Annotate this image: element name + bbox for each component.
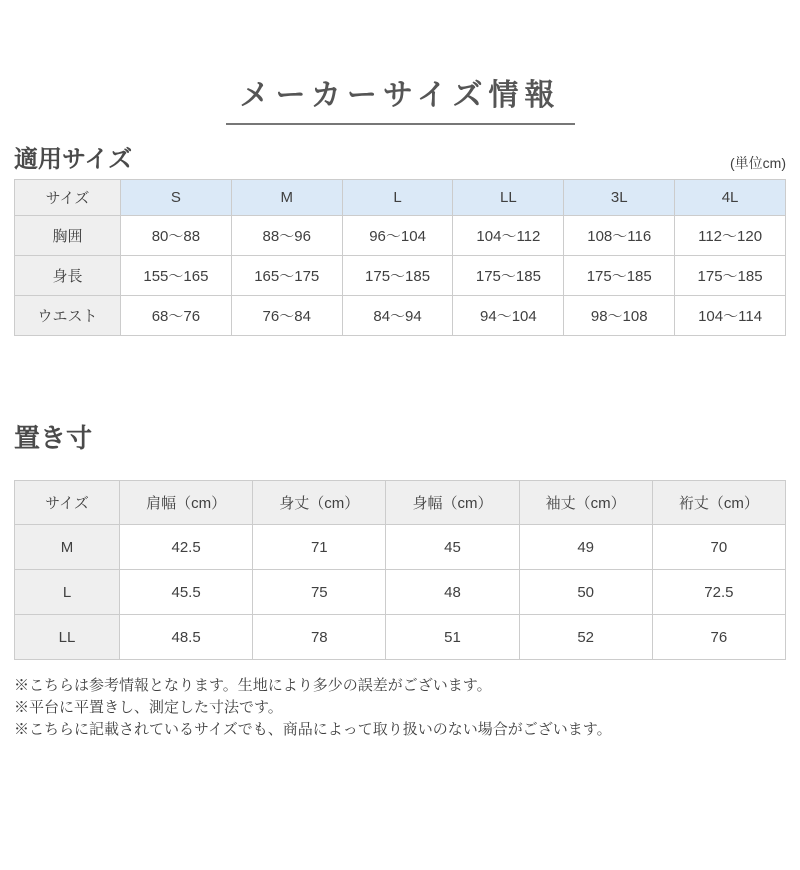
m-value: 45 — [386, 525, 519, 570]
corner-header-cell: サイズ — [15, 180, 121, 216]
l-value: 45.5 — [120, 570, 253, 615]
l-value: 72.5 — [652, 570, 785, 615]
row-label-ll: LL — [15, 615, 120, 660]
page-title-underline — [226, 70, 575, 125]
size-header-l: L — [342, 180, 453, 216]
ll-value: 76 — [652, 615, 785, 660]
ll-value: 52 — [519, 615, 652, 660]
table-row-waist — [15, 296, 786, 336]
size-header-3l: 3L — [564, 180, 675, 216]
chest-value: 112〜120 — [675, 216, 786, 256]
waist-value: 104〜114 — [675, 296, 786, 336]
flat-measure-table — [14, 480, 786, 660]
footnotes — [14, 675, 786, 741]
page-title: メーカーサイズ情報 — [239, 79, 561, 112]
waist-value: 84〜94 — [342, 296, 453, 336]
footnote-flat-measured: ※平台に平置きし、測定した寸法です。 — [14, 699, 283, 716]
height-value: 175〜185 — [453, 256, 564, 296]
ll-value: 48.5 — [120, 615, 253, 660]
row-label-waist: ウエスト — [15, 296, 121, 336]
table-row-size-ll — [15, 615, 786, 660]
waist-value: 94〜104 — [453, 296, 564, 336]
flat-header-size: サイズ — [15, 481, 120, 525]
l-value: 50 — [519, 570, 652, 615]
flat-header-body-width: 身幅（cm） — [386, 481, 519, 525]
table-row-chest — [15, 216, 786, 256]
ll-value: 51 — [386, 615, 519, 660]
chest-value: 104〜112 — [453, 216, 564, 256]
height-value: 175〜185 — [675, 256, 786, 296]
height-value: 165〜175 — [231, 256, 342, 296]
waist-value: 98〜108 — [564, 296, 675, 336]
m-value: 71 — [253, 525, 386, 570]
row-label-m: M — [15, 525, 120, 570]
flat-header-shoulder-width: 肩幅（cm） — [120, 481, 253, 525]
flat-header-sleeve-length: 袖丈（cm） — [519, 481, 652, 525]
waist-value: 76〜84 — [231, 296, 342, 336]
m-value: 42.5 — [120, 525, 253, 570]
waist-value: 68〜76 — [121, 296, 232, 336]
size-header-m: M — [231, 180, 342, 216]
applicable-size-section-head — [14, 139, 786, 174]
chest-value: 80〜88 — [121, 216, 232, 256]
table-row-height — [15, 256, 786, 296]
flat-header-body-length: 身丈（cm） — [253, 481, 386, 525]
ll-value: 78 — [253, 615, 386, 660]
flat-header-yuki-length: 裄丈（cm） — [652, 481, 785, 525]
flat-measure-header-row — [15, 481, 786, 525]
applicable-size-table — [14, 179, 786, 336]
table-row-size-m — [15, 525, 786, 570]
height-value: 175〜185 — [342, 256, 453, 296]
table-row-size-l — [15, 570, 786, 615]
applicable-size-header-row — [15, 180, 786, 216]
m-value: 49 — [519, 525, 652, 570]
footnote-reference-info: ※こちらは参考情報となります。生地により多少の誤差がございます。 — [14, 677, 492, 694]
height-value: 175〜185 — [564, 256, 675, 296]
flat-measure-heading: 置き寸 — [14, 423, 93, 453]
unit-note: (単位cm) — [730, 155, 786, 171]
height-value: 155〜165 — [121, 256, 232, 296]
l-value: 48 — [386, 570, 519, 615]
size-header-s: S — [121, 180, 232, 216]
m-value: 70 — [652, 525, 785, 570]
size-header-ll: LL — [453, 180, 564, 216]
chest-value: 96〜104 — [342, 216, 453, 256]
size-header-4l: 4L — [675, 180, 786, 216]
footnote-availability: ※こちらに記載されているサイズでも、商品によって取り扱いのない場合がございます。 — [14, 721, 612, 738]
l-value: 75 — [253, 570, 386, 615]
row-label-l: L — [15, 570, 120, 615]
row-label-chest: 胸囲 — [15, 216, 121, 256]
chest-value: 108〜116 — [564, 216, 675, 256]
row-label-height: 身長 — [15, 256, 121, 296]
applicable-size-heading: 適用サイズ — [14, 146, 133, 173]
chest-value: 88〜96 — [231, 216, 342, 256]
